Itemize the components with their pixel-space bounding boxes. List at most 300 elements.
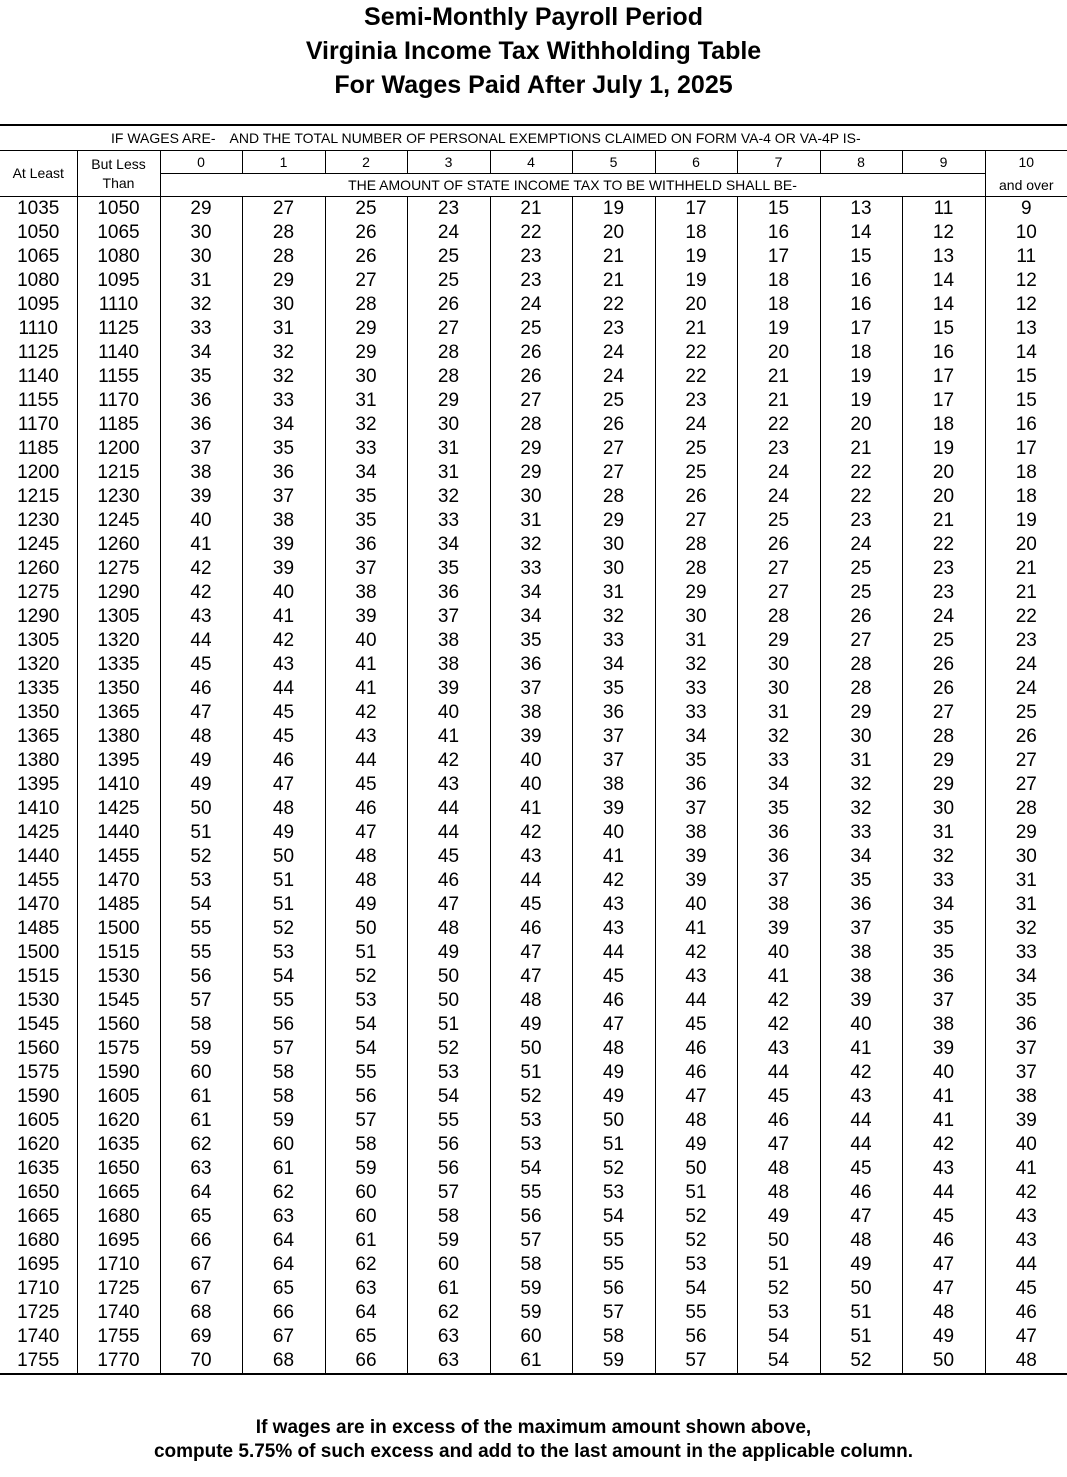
withholding-amount-cell: 47: [572, 1013, 655, 1037]
table-row: [0, 485, 1067, 509]
withholding-amount-cell: 27: [985, 773, 1067, 797]
withholding-amount-cell: 53: [490, 1133, 572, 1157]
ten-and-over-bottom-header: and over: [985, 174, 1067, 197]
withholding-amount-cell: 30: [820, 725, 902, 749]
withholding-amount-cell: 24: [902, 605, 985, 629]
withholding-amount-cell: 51: [407, 1013, 490, 1037]
withholding-amount-cell: 23: [655, 389, 737, 413]
withholding-amount-cell: 18: [902, 413, 985, 437]
withholding-amount-cell: 54: [325, 1013, 407, 1037]
withholding-amount-cell: 9: [985, 197, 1067, 222]
withholding-amount-cell: 41: [985, 1157, 1067, 1181]
withholding-amount-cell: 49: [407, 941, 490, 965]
table-row: [0, 1325, 1067, 1349]
but-less-than-cell: 1395: [77, 749, 160, 773]
withholding-amount-cell: 38: [325, 581, 407, 605]
but-less-than-cell: 1725: [77, 1277, 160, 1301]
withholding-amount-cell: 42: [655, 941, 737, 965]
withholding-amount-cell: 37: [490, 677, 572, 701]
withholding-amount-cell: 53: [407, 1061, 490, 1085]
withholding-amount-cell: 45: [490, 893, 572, 917]
at-least-cell: 1170: [17, 414, 59, 435]
withholding-amount-cell: 45: [242, 701, 325, 725]
withholding-amount-cell: 32: [325, 413, 407, 437]
withholding-amount-cell: 56: [325, 1085, 407, 1109]
table-row: [0, 821, 1067, 845]
withholding-amount-cell: 51: [325, 941, 407, 965]
withholding-amount-cell: 23: [902, 557, 985, 581]
withholding-amount-cell: 50: [902, 1349, 985, 1374]
withholding-amount-cell: 45: [902, 1205, 985, 1229]
exemption-column-header: 9: [902, 151, 985, 174]
but-less-than-cell: 1560: [77, 1013, 160, 1037]
but-less-than-cell: 1110: [77, 293, 160, 317]
withholding-amount-cell: 30: [160, 245, 242, 269]
withholding-amount-cell: 27: [985, 749, 1067, 773]
withholding-amount-cell: 53: [572, 1181, 655, 1205]
withholding-amount-cell: 31: [572, 581, 655, 605]
withholding-amount-cell: 37: [572, 725, 655, 749]
withholding-amount-cell: 26: [490, 365, 572, 389]
but-less-than-cell: 1275: [77, 557, 160, 581]
withholding-amount-cell: 29: [572, 509, 655, 533]
at-least-cell: 1365: [17, 726, 60, 747]
withholding-amount-cell: 50: [737, 1229, 820, 1253]
withholding-amount-cell: 39: [572, 797, 655, 821]
withholding-amount-cell: 45: [572, 965, 655, 989]
withholding-amount-cell: 42: [985, 1181, 1067, 1205]
table-row: [0, 1205, 1067, 1229]
withholding-amount-cell: 29: [407, 389, 490, 413]
at-least-cell: 1575: [17, 1062, 60, 1083]
table-caption-row: [0, 125, 1067, 151]
at-least-cell: 1140: [17, 366, 59, 387]
withholding-amount-cell: 37: [820, 917, 902, 941]
but-less-than-cell: 1515: [77, 941, 160, 965]
withholding-amount-cell: 51: [655, 1181, 737, 1205]
withholding-amount-cell: 48: [325, 845, 407, 869]
withholding-amount-cell: 42: [902, 1133, 985, 1157]
but-less-than-cell: 1095: [77, 269, 160, 293]
withholding-amount-cell: 63: [325, 1277, 407, 1301]
table-row: [0, 725, 1067, 749]
withholding-amount-cell: 37: [737, 869, 820, 893]
withholding-amount-cell: 44: [407, 821, 490, 845]
but-less-than-cell: 1125: [77, 317, 160, 341]
but-less-than-cell: 1620: [77, 1109, 160, 1133]
withholding-amount-cell: 27: [572, 437, 655, 461]
exemption-column-header: 0: [160, 151, 242, 174]
withholding-amount-cell: 37: [242, 485, 325, 509]
withholding-amount-cell: 34: [655, 725, 737, 749]
withholding-amount-cell: 41: [160, 533, 242, 557]
withholding-amount-cell: 17: [737, 245, 820, 269]
table-row: [0, 989, 1067, 1013]
withholding-amount-cell: 55: [490, 1181, 572, 1205]
at-least-cell: 1485: [17, 918, 60, 939]
withholding-amount-cell: 37: [160, 437, 242, 461]
withholding-amount-cell: 57: [490, 1229, 572, 1253]
withholding-amount-cell: 30: [572, 557, 655, 581]
withholding-amount-cell: 47: [490, 941, 572, 965]
withholding-amount-cell: 47: [160, 701, 242, 725]
withholding-amount-cell: 30: [737, 677, 820, 701]
table-row: [0, 341, 1067, 365]
withholding-amount-cell: 50: [820, 1277, 902, 1301]
withholding-amount-cell: 28: [902, 725, 985, 749]
withholding-amount-cell: 36: [737, 821, 820, 845]
but-less-than-cell: 1185: [77, 413, 160, 437]
withholding-amount-cell: 54: [242, 965, 325, 989]
withholding-amount-cell: 56: [407, 1157, 490, 1181]
withholding-amount-cell: 48: [325, 869, 407, 893]
withholding-amount-cell: 37: [985, 1037, 1067, 1061]
withholding-amount-cell: 40: [490, 749, 572, 773]
withholding-amount-cell: 43: [572, 917, 655, 941]
withholding-amount-cell: 25: [407, 245, 490, 269]
table-row: [0, 269, 1067, 293]
table-row: [0, 1277, 1067, 1301]
at-least-cell: 1680: [17, 1230, 60, 1251]
withholding-amount-cell: 55: [407, 1109, 490, 1133]
but-less-than-cell: 1200: [77, 437, 160, 461]
withholding-amount-cell: 23: [820, 509, 902, 533]
withholding-amount-cell: 35: [985, 989, 1067, 1013]
withholding-amount-cell: 21: [572, 269, 655, 293]
withholding-amount-cell: 44: [242, 677, 325, 701]
table-row: [0, 1013, 1067, 1037]
withholding-amount-cell: 69: [160, 1325, 242, 1349]
at-least-cell: 1335: [17, 678, 60, 699]
withholding-amount-cell: 52: [655, 1205, 737, 1229]
but-less-than-cell: 1710: [77, 1253, 160, 1277]
withholding-amount-cell: 46: [160, 677, 242, 701]
withholding-amount-cell: 53: [325, 989, 407, 1013]
withholding-amount-cell: 29: [737, 629, 820, 653]
withholding-amount-cell: 20: [902, 485, 985, 509]
withholding-amount-cell: 31: [985, 869, 1067, 893]
at-least-cell: 1455: [17, 870, 60, 891]
withholding-amount-cell: 22: [737, 413, 820, 437]
withholding-amount-cell: 39: [490, 725, 572, 749]
withholding-amount-cell: 42: [242, 629, 325, 653]
withholding-amount-cell: 24: [985, 677, 1067, 701]
withholding-amount-cell: 64: [242, 1253, 325, 1277]
withholding-amount-cell: 28: [572, 485, 655, 509]
withholding-amount-cell: 17: [655, 197, 737, 222]
withholding-amount-cell: 32: [985, 917, 1067, 941]
at-least-cell: 1185: [17, 438, 59, 459]
withholding-amount-cell: 45: [407, 845, 490, 869]
withholding-amount-cell: 34: [985, 965, 1067, 989]
withholding-amount-cell: 39: [407, 677, 490, 701]
but-less-than-cell: 1635: [77, 1133, 160, 1157]
withholding-amount-cell: 34: [242, 413, 325, 437]
withholding-amount-cell: 52: [572, 1157, 655, 1181]
but-less-than-cell: 1650: [77, 1157, 160, 1181]
withholding-amount-cell: 42: [325, 701, 407, 725]
withholding-amount-cell: 49: [655, 1133, 737, 1157]
table-row: [0, 1085, 1067, 1109]
withholding-amount-cell: 43: [985, 1229, 1067, 1253]
but-less-than-cell: 1605: [77, 1085, 160, 1109]
withholding-amount-cell: 46: [325, 797, 407, 821]
withholding-amount-cell: 25: [985, 701, 1067, 725]
withholding-amount-cell: 53: [737, 1301, 820, 1325]
withholding-amount-cell: 54: [407, 1085, 490, 1109]
withholding-amount-cell: 64: [160, 1181, 242, 1205]
withholding-amount-cell: 35: [572, 677, 655, 701]
withholding-amount-cell: 55: [572, 1229, 655, 1253]
withholding-amount-cell: 52: [325, 965, 407, 989]
withholding-amount-cell: 42: [737, 989, 820, 1013]
table-row: [0, 581, 1067, 605]
withholding-amount-cell: 38: [820, 965, 902, 989]
withholding-amount-cell: 34: [407, 533, 490, 557]
withholding-amount-cell: 44: [902, 1181, 985, 1205]
withholding-amount-cell: 45: [325, 773, 407, 797]
withholding-amount-cell: 23: [902, 581, 985, 605]
withholding-amount-cell: 17: [985, 437, 1067, 461]
withholding-amount-cell: 28: [820, 653, 902, 677]
table-row: [0, 1349, 1067, 1374]
withholding-amount-cell: 30: [985, 845, 1067, 869]
withholding-amount-cell: 31: [820, 749, 902, 773]
withholding-amount-cell: 45: [160, 653, 242, 677]
withholding-amount-cell: 24: [490, 293, 572, 317]
withholding-amount-cell: 27: [737, 557, 820, 581]
withholding-amount-cell: 41: [655, 917, 737, 941]
withholding-amount-cell: 21: [490, 197, 572, 222]
withholding-amount-cell: 27: [572, 461, 655, 485]
withholding-amount-cell: 48: [737, 1181, 820, 1205]
withholding-amount-cell: 33: [242, 389, 325, 413]
but-less-than-cell: 1350: [77, 677, 160, 701]
withholding-amount-cell: 54: [737, 1349, 820, 1374]
withholding-amount-cell: 39: [242, 533, 325, 557]
at-least-cell: 1065: [17, 246, 60, 267]
withholding-amount-cell: 52: [820, 1349, 902, 1374]
withholding-amount-cell: 22: [985, 605, 1067, 629]
withholding-amount-cell: 68: [160, 1301, 242, 1325]
withholding-amount-cell: 29: [490, 461, 572, 485]
withholding-amount-cell: 19: [820, 389, 902, 413]
withholding-amount-cell: 29: [820, 701, 902, 725]
withholding-amount-cell: 29: [490, 437, 572, 461]
withholding-amount-cell: 33: [655, 701, 737, 725]
at-least-cell: 1245: [17, 534, 60, 555]
table-body: [0, 197, 1067, 1375]
withholding-amount-cell: 36: [820, 893, 902, 917]
at-least-cell: 1740: [17, 1326, 60, 1347]
withholding-amount-cell: 46: [490, 917, 572, 941]
withholding-amount-cell: 52: [407, 1037, 490, 1061]
withholding-amount-cell: 52: [737, 1277, 820, 1301]
withholding-amount-cell: 20: [985, 533, 1067, 557]
ten-and-over-top-header: 10: [985, 151, 1067, 174]
withholding-amount-cell: 28: [407, 365, 490, 389]
withholding-amount-cell: 26: [985, 725, 1067, 749]
withholding-amount-cell: 32: [572, 605, 655, 629]
but-less-than-cell: 1665: [77, 1181, 160, 1205]
withholding-amount-cell: 64: [242, 1229, 325, 1253]
withholding-amount-cell: 47: [242, 773, 325, 797]
withholding-amount-cell: 15: [820, 245, 902, 269]
withholding-amount-cell: 22: [820, 485, 902, 509]
withholding-amount-cell: 49: [242, 821, 325, 845]
withholding-amount-cell: 19: [820, 365, 902, 389]
withholding-amount-cell: 41: [902, 1109, 985, 1133]
withholding-amount-cell: 55: [655, 1301, 737, 1325]
withholding-amount-cell: 27: [655, 509, 737, 533]
withholding-amount-cell: 63: [407, 1349, 490, 1374]
withholding-amount-cell: 46: [572, 989, 655, 1013]
withholding-amount-cell: 66: [325, 1349, 407, 1374]
title-line-1: Semi-Monthly Payroll Period: [364, 3, 703, 31]
withholding-amount-cell: 57: [572, 1301, 655, 1325]
withholding-amount-cell: 43: [737, 1037, 820, 1061]
at-least-cell: 1500: [17, 942, 60, 963]
withholding-amount-cell: 21: [985, 581, 1067, 605]
withholding-amount-cell: 44: [737, 1061, 820, 1085]
withholding-amount-cell: 62: [242, 1181, 325, 1205]
withholding-amount-cell: 26: [655, 485, 737, 509]
withholding-amount-cell: 57: [407, 1181, 490, 1205]
withholding-amount-cell: 55: [572, 1253, 655, 1277]
withholding-amount-cell: 38: [242, 509, 325, 533]
withholding-amount-cell: 43: [985, 1205, 1067, 1229]
withholding-amount-cell: 22: [820, 461, 902, 485]
withholding-amount-cell: 33: [490, 557, 572, 581]
withholding-amount-cell: 14: [985, 341, 1067, 365]
table-row: [0, 677, 1067, 701]
at-least-cell: 1755: [0, 1349, 77, 1374]
withholding-amount-cell: 61: [160, 1085, 242, 1109]
withholding-amount-cell: 42: [407, 749, 490, 773]
withholding-amount-cell: 32: [407, 485, 490, 509]
withholding-amount-cell: 24: [572, 365, 655, 389]
withholding-amount-cell: 47: [902, 1253, 985, 1277]
withholding-amount-cell: 25: [737, 509, 820, 533]
withholding-amount-cell: 22: [655, 341, 737, 365]
but-less-than-cell: 1320: [77, 629, 160, 653]
withholding-amount-cell: 40: [985, 1133, 1067, 1157]
withholding-amount-cell: 41: [242, 605, 325, 629]
at-least-cell: 1275: [17, 582, 60, 603]
withholding-amount-cell: 30: [160, 221, 242, 245]
withholding-amount-cell: 34: [902, 893, 985, 917]
withholding-amount-cell: 22: [902, 533, 985, 557]
withholding-amount-cell: 25: [490, 317, 572, 341]
withholding-amount-cell: 38: [737, 893, 820, 917]
withholding-amount-cell: 18: [655, 221, 737, 245]
withholding-amount-cell: 60: [160, 1061, 242, 1085]
withholding-amount-cell: 25: [325, 197, 407, 222]
withholding-amount-cell: 52: [655, 1229, 737, 1253]
at-least-cell: 1650: [17, 1182, 60, 1203]
withholding-amount-cell: 40: [407, 701, 490, 725]
table-row: [0, 869, 1067, 893]
excess-wages-note: [0, 1416, 1067, 1464]
withholding-amount-cell: 60: [325, 1181, 407, 1205]
withholding-amount-cell: 35: [160, 365, 242, 389]
table-row: [0, 413, 1067, 437]
withholding-amount-cell: 35: [902, 941, 985, 965]
withholding-amount-cell: 24: [407, 221, 490, 245]
withholding-amount-cell: 34: [160, 341, 242, 365]
but-less-than-cell: 1770: [77, 1349, 160, 1374]
withholding-amount-cell: 59: [325, 1157, 407, 1181]
at-least-cell: 1095: [17, 294, 60, 315]
withholding-amount-cell: 48: [490, 989, 572, 1013]
withholding-amount-cell: 51: [737, 1253, 820, 1277]
withholding-amount-cell: 31: [902, 821, 985, 845]
withholding-amount-cell: 16: [902, 341, 985, 365]
table-row: [0, 557, 1067, 581]
at-least-cell: 1425: [17, 822, 60, 843]
withholding-amount-cell: 16: [820, 269, 902, 293]
withholding-amount-cell: 19: [985, 509, 1067, 533]
withholding-amount-cell: 40: [490, 773, 572, 797]
withholding-amount-cell: 48: [902, 1301, 985, 1325]
withholding-amount-cell: 41: [820, 1037, 902, 1061]
withholding-amount-cell: 20: [572, 221, 655, 245]
withholding-amount-cell: 48: [820, 1229, 902, 1253]
but-less-than-cell: 1080: [77, 245, 160, 269]
withholding-amount-cell: 54: [325, 1037, 407, 1061]
withholding-amount-cell: 60: [407, 1253, 490, 1277]
table-row: [0, 437, 1067, 461]
withholding-amount-cell: 42: [820, 1061, 902, 1085]
withholding-amount-cell: 31: [407, 437, 490, 461]
withholding-amount-cell: 37: [572, 749, 655, 773]
table-row: [0, 749, 1067, 773]
withholding-amount-cell: 25: [820, 581, 902, 605]
exemption-column-header: 8: [820, 151, 902, 174]
but-less-than-cell: 1470: [77, 869, 160, 893]
withholding-amount-cell: 28: [490, 413, 572, 437]
withholding-amount-cell: 37: [985, 1061, 1067, 1085]
table-row: [0, 1061, 1067, 1085]
withholding-amount-cell: 62: [325, 1253, 407, 1277]
withholding-amount-cell: 56: [572, 1277, 655, 1301]
withholding-amount-cell: 58: [242, 1061, 325, 1085]
withholding-amount-cell: 38: [490, 701, 572, 725]
withholding-amount-cell: 56: [490, 1205, 572, 1229]
but-less-than-cell: 1245: [77, 509, 160, 533]
withholding-amount-cell: 24: [737, 461, 820, 485]
but-less-than-cell: 1410: [77, 773, 160, 797]
withholding-amount-cell: 32: [820, 797, 902, 821]
withholding-amount-cell: 31: [407, 461, 490, 485]
withholding-amount-cell: 41: [325, 653, 407, 677]
table-row: [0, 941, 1067, 965]
withholding-amount-cell: 21: [655, 317, 737, 341]
withholding-amount-cell: 49: [325, 893, 407, 917]
withholding-amount-cell: 40: [655, 893, 737, 917]
at-least-cell: 1395: [17, 774, 60, 795]
withholding-amount-cell: 14: [902, 293, 985, 317]
table-row: [0, 389, 1067, 413]
withholding-amount-cell: 28: [820, 677, 902, 701]
withholding-amount-cell: 48: [572, 1037, 655, 1061]
withholding-amount-cell: 33: [655, 677, 737, 701]
withholding-amount-cell: 58: [325, 1133, 407, 1157]
but-less-than-cell: 1425: [77, 797, 160, 821]
withholding-amount-cell: 26: [572, 413, 655, 437]
withholding-amount-cell: 35: [325, 485, 407, 509]
withholding-amount-cell: 23: [737, 437, 820, 461]
